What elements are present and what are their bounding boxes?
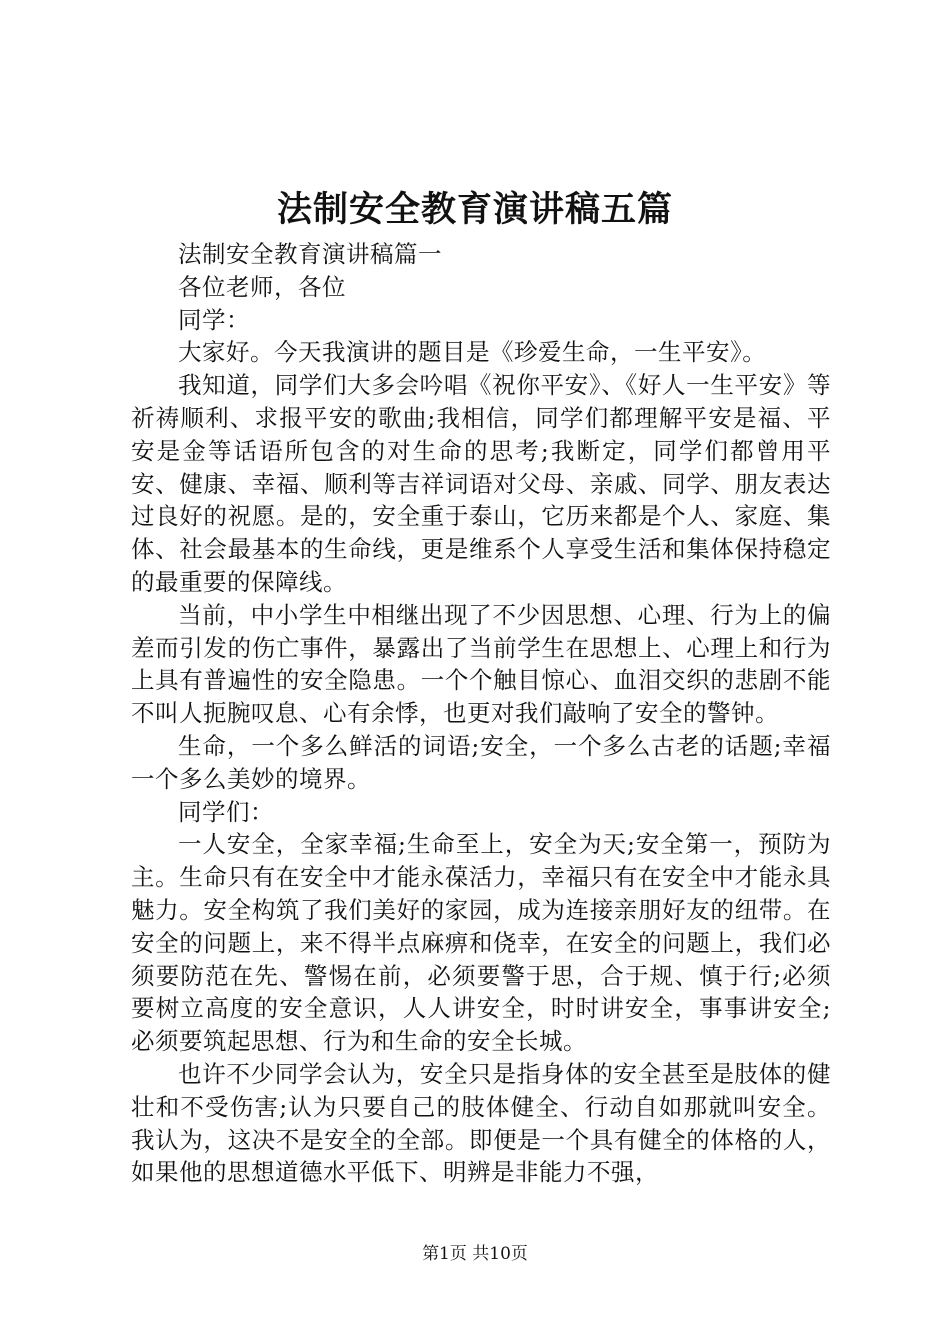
document-body — [131, 238, 831, 1189]
paragraph: 一人安全，全家幸福;生命至上，安全为天;安全第一，预防为主。生命只有在安全中才能永葆活力，幸福只有在安全中才能永具魅力。安全构筑了我们美好的家园，成为连接亲朋好友的纽带。在安全的问题上，来不得半点麻痹和侥幸，在安全的问题上，我们必须要防范在先、警惕在前，必须要警于思，合于规、慎于行;必须要树立高度的安全意识，人人讲安全，时时讲安全，事事讲安全;必须要筑起思想、行为和生命的安全长城。 — [131, 830, 831, 1056]
paragraph: 也许不少同学会认为，安全只是指身体的安全甚至是肢体的健壮和不受伤害;认为只要自己的肢体健全、行动自如那就叫安全。我认为，这决不是安全的全部。即便是一个具有健全的体格的人，如果他的思想道德水平低下、明辨是非能力不强， — [131, 1059, 831, 1187]
paragraph-salutation-cont: 同学： — [178, 305, 250, 334]
paragraph: 同学们： — [178, 797, 274, 826]
document-title: 法制安全教育演讲稿五篇 — [276, 189, 673, 230]
paragraph: 生命，一个多么鲜活的词语;安全，一个多么古老的话题;幸福一个多么美妙的境界。 — [131, 731, 831, 793]
paragraph: 当前，中小学生中相继出现了不少因思想、心理、行为上的偏差而引发的伤亡事件，暴露出了当前学生在思想上、心理上和行为上具有普遍性的安全隐患。一个个触目惊心、血泪交织的悲剧不能不叫人扼腕叹息、心有余悸，也更对我们敲响了安全的警钟。 — [131, 600, 831, 728]
paragraph: 大家好。今天我演讲的题目是《珍爱生命，一生平安》。 — [178, 338, 767, 367]
page-number: 第1页 共10页 — [422, 1244, 528, 1264]
paragraph-salutation: 各位老师，各位 — [178, 272, 346, 301]
paragraph: 我知道，同学们大多会吟唱《祝你平安》、《好人一生平安》等祈祷顺利、求报平安的歌曲;我相信，同学们都理解平安是福、平安是金等话语所包含的对生命的思考;我断定，同学们都曾用平安、健康、幸福、顺利等吉祥词语对父母、亲戚、同学、朋友表达过良好的祝愿。是的，安全重于泰山，它历来都是个人、家庭、集体、社会最基本的生命线，更是维系个人享受生活和集体保持稳定的最重要的保障线。 — [131, 371, 831, 596]
paragraph-heading: 法制安全教育演讲稿篇一 — [178, 240, 442, 268]
